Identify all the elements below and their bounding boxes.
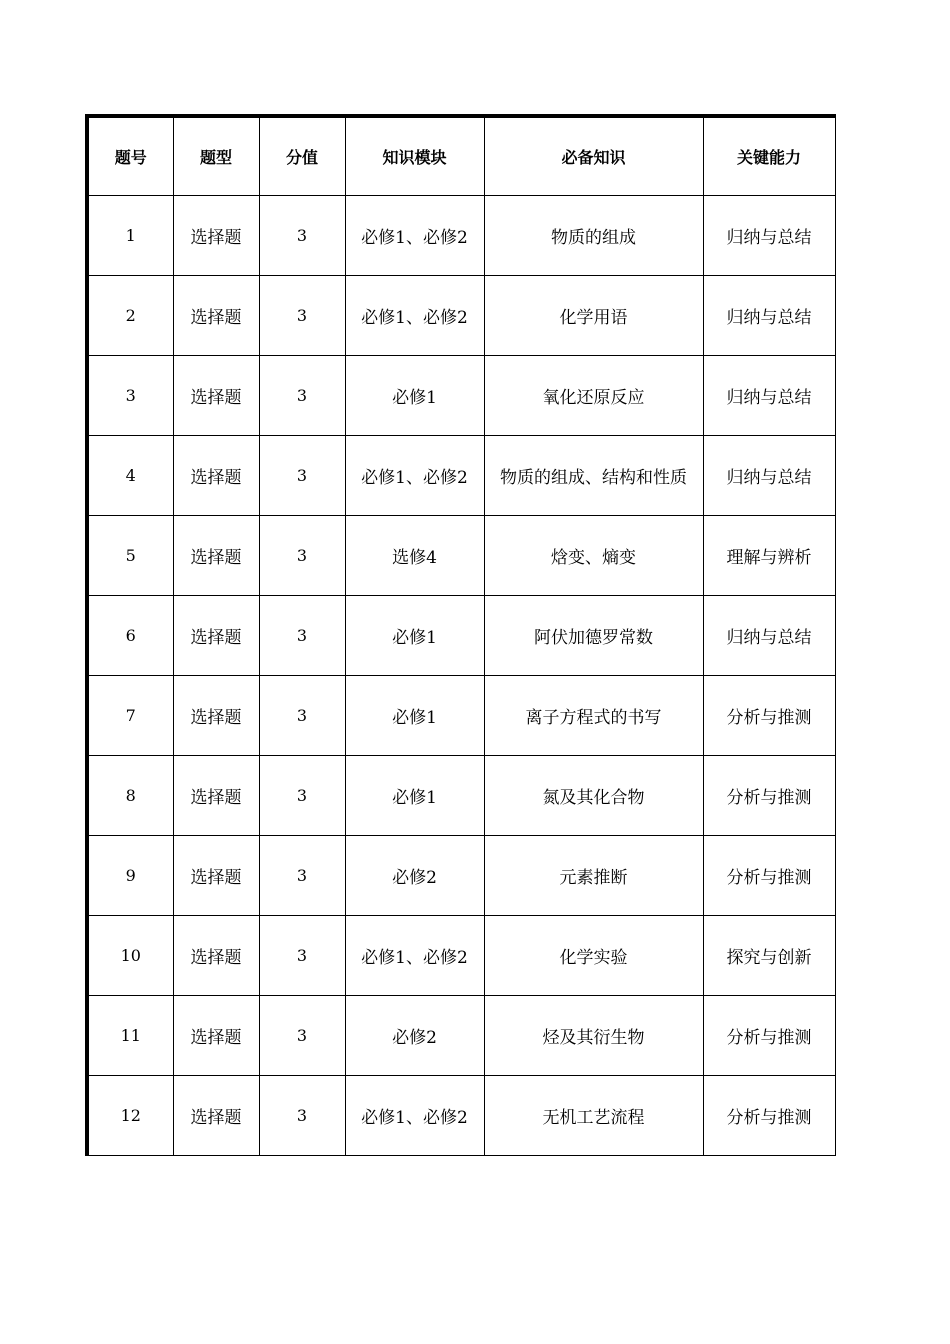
cell-knowledge-module: 必修2 xyxy=(345,996,484,1076)
header-key-ability: 关键能力 xyxy=(703,116,835,196)
cell-question-type: 选择题 xyxy=(173,1076,259,1156)
table-row xyxy=(87,596,835,676)
table-header-row xyxy=(87,116,835,196)
cell-required-knowledge: 元素推断 xyxy=(484,836,703,916)
cell-question-number: 6 xyxy=(87,596,173,676)
cell-question-number: 2 xyxy=(87,276,173,356)
table-body xyxy=(87,196,835,1156)
cell-required-knowledge: 烃及其衍生物 xyxy=(484,996,703,1076)
table-row xyxy=(87,676,835,756)
table-container xyxy=(85,114,836,1156)
exam-analysis-table xyxy=(85,114,836,1156)
cell-score: 3 xyxy=(259,996,345,1076)
cell-question-type: 选择题 xyxy=(173,516,259,596)
header-score: 分值 xyxy=(259,116,345,196)
cell-score: 3 xyxy=(259,196,345,276)
cell-key-ability: 分析与推测 xyxy=(703,1076,835,1156)
cell-key-ability: 归纳与总结 xyxy=(703,276,835,356)
cell-score: 3 xyxy=(259,916,345,996)
table-row xyxy=(87,436,835,516)
cell-key-ability: 理解与辨析 xyxy=(703,516,835,596)
cell-score: 3 xyxy=(259,276,345,356)
cell-score: 3 xyxy=(259,436,345,516)
table-row xyxy=(87,756,835,836)
cell-score: 3 xyxy=(259,596,345,676)
cell-knowledge-module: 必修1、必修2 xyxy=(345,916,484,996)
cell-required-knowledge: 焓变、熵变 xyxy=(484,516,703,596)
cell-question-type: 选择题 xyxy=(173,276,259,356)
cell-question-number: 5 xyxy=(87,516,173,596)
cell-knowledge-module: 必修1、必修2 xyxy=(345,196,484,276)
cell-required-knowledge: 阿伏加德罗常数 xyxy=(484,596,703,676)
cell-score: 3 xyxy=(259,1076,345,1156)
cell-question-type: 选择题 xyxy=(173,596,259,676)
cell-question-type: 选择题 xyxy=(173,196,259,276)
cell-question-number: 11 xyxy=(87,996,173,1076)
cell-score: 3 xyxy=(259,836,345,916)
cell-question-number: 3 xyxy=(87,356,173,436)
cell-required-knowledge: 化学用语 xyxy=(484,276,703,356)
cell-question-number: 10 xyxy=(87,916,173,996)
cell-required-knowledge: 离子方程式的书写 xyxy=(484,676,703,756)
cell-question-number: 1 xyxy=(87,196,173,276)
table-row xyxy=(87,916,835,996)
table-row xyxy=(87,356,835,436)
cell-required-knowledge: 氮及其化合物 xyxy=(484,756,703,836)
cell-knowledge-module: 必修1 xyxy=(345,356,484,436)
cell-knowledge-module: 选修4 xyxy=(345,516,484,596)
cell-knowledge-module: 必修1、必修2 xyxy=(345,276,484,356)
cell-question-type: 选择题 xyxy=(173,836,259,916)
cell-score: 3 xyxy=(259,516,345,596)
cell-score: 3 xyxy=(259,756,345,836)
cell-question-number: 7 xyxy=(87,676,173,756)
cell-question-type: 选择题 xyxy=(173,356,259,436)
cell-key-ability: 分析与推测 xyxy=(703,676,835,756)
cell-question-number: 4 xyxy=(87,436,173,516)
cell-question-number: 8 xyxy=(87,756,173,836)
cell-required-knowledge: 无机工艺流程 xyxy=(484,1076,703,1156)
cell-knowledge-module: 必修2 xyxy=(345,836,484,916)
cell-key-ability: 归纳与总结 xyxy=(703,196,835,276)
cell-question-type: 选择题 xyxy=(173,756,259,836)
cell-question-type: 选择题 xyxy=(173,436,259,516)
cell-required-knowledge: 物质的组成、结构和性质 xyxy=(484,436,703,516)
cell-required-knowledge: 化学实验 xyxy=(484,916,703,996)
cell-knowledge-module: 必修1、必修2 xyxy=(345,436,484,516)
header-knowledge-module: 知识模块 xyxy=(345,116,484,196)
cell-key-ability: 探究与创新 xyxy=(703,916,835,996)
cell-question-number: 9 xyxy=(87,836,173,916)
cell-knowledge-module: 必修1 xyxy=(345,756,484,836)
table-row xyxy=(87,196,835,276)
table-row xyxy=(87,1076,835,1156)
cell-score: 3 xyxy=(259,356,345,436)
cell-question-type: 选择题 xyxy=(173,916,259,996)
cell-key-ability: 归纳与总结 xyxy=(703,356,835,436)
header-question-number: 题号 xyxy=(87,116,173,196)
cell-score: 3 xyxy=(259,676,345,756)
cell-key-ability: 归纳与总结 xyxy=(703,436,835,516)
table-row xyxy=(87,836,835,916)
cell-knowledge-module: 必修1、必修2 xyxy=(345,1076,484,1156)
cell-knowledge-module: 必修1 xyxy=(345,596,484,676)
cell-key-ability: 分析与推测 xyxy=(703,756,835,836)
cell-question-type: 选择题 xyxy=(173,676,259,756)
table-row xyxy=(87,996,835,1076)
table-row xyxy=(87,276,835,356)
cell-required-knowledge: 氧化还原反应 xyxy=(484,356,703,436)
cell-question-type: 选择题 xyxy=(173,996,259,1076)
header-required-knowledge: 必备知识 xyxy=(484,116,703,196)
table-row xyxy=(87,516,835,596)
cell-required-knowledge: 物质的组成 xyxy=(484,196,703,276)
cell-key-ability: 分析与推测 xyxy=(703,836,835,916)
cell-question-number: 12 xyxy=(87,1076,173,1156)
cell-key-ability: 归纳与总结 xyxy=(703,596,835,676)
cell-key-ability: 分析与推测 xyxy=(703,996,835,1076)
header-question-type: 题型 xyxy=(173,116,259,196)
cell-knowledge-module: 必修1 xyxy=(345,676,484,756)
